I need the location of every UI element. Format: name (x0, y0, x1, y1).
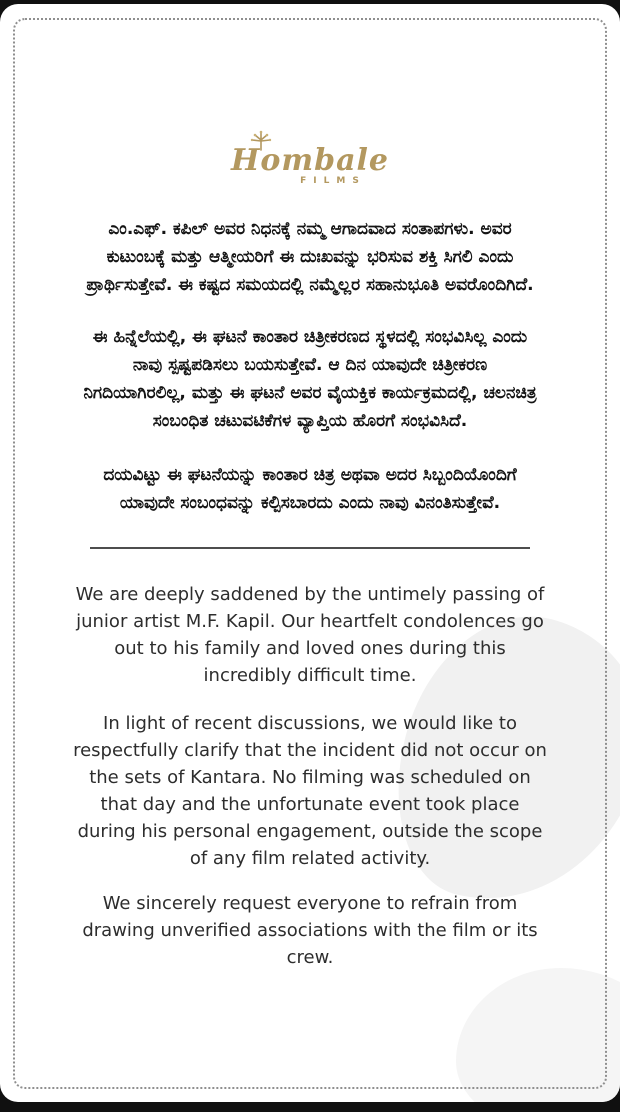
kannada-paragraph-clarification: ಈ ಹಿನ್ನೆಲೆಯಲ್ಲಿ, ಈ ಘಟನೆ ಕಾಂತಾರ ಚಿತ್ರೀಕರಣದ ಸ್ಥಳದಲ್ಲಿ ಸಂಭವಿಸಿಲ್ಲ ಎಂದು ನಾವು ಸ್ಪಷ್ಟಪಡಿಸಲು ಬಯಸುತ್ತೇವೆ. ಆ ದಿನ ಯಾವುದೇ ಚಿತ್ರೀಕರಣ ನಿಗದಿಯಾಗಿರಲಿಲ್ಲ, ಮತ್ತು ಈ ಘಟನೆ ಅವರ ವೈಯಕ್ತಿಕ ಕಾರ್ಯಕ್ರಮದಲ್ಲಿ, ಚಲನಚಿತ್ರ ಸಂಬಂಧಿತ ಚಟುವಟಿಕೆಗಳ ವ್ಯಾಪ್ತಿಯ ಹೊರಗೆ ಸಂಭವಿಸಿದೆ. (83, 327, 537, 431)
logo-subtitle-text: FILMS (300, 176, 366, 186)
english-paragraph-clarification: In light of recent discussions, we would like to respectfully clarify that the incident did not occur on the sets of Kantara. No filming was scheduled on that day and the unfortunate event took place during his personal engagement, outside the scope of any film related activity. (73, 713, 547, 869)
logo-brand-text: Hombale (231, 143, 389, 178)
kannada-paragraph-condolence: ಎಂ.ಎಫ್. ಕಪಿಲ್ ಅವರ ನಿಧನಕ್ಕೆ ನಮ್ಮ ಆಗಾದವಾದ ಸಂತಾಪಗಳು. ಅವರ ಕುಟುಂಬಕ್ಕೆ ಮತ್ತು ಆತ್ಮೀಯರಿಗೆ ಈ ದುಃಖವನ್ನು ಭರಿಸುವ ಶಕ್ತಿ ಸಿಗಲಿ ಎಂದು ಪ್ರಾರ್ಥಿಸುತ್ತೇವೆ. ಈ ಕಷ್ಟದ ಸಮಯದಲ್ಲಿ ನಮ್ಮೆಲ್ಲರ ಸಹಾನುಭೂತಿ ಅವರೊಂದಿಗಿದೆ. (86, 219, 534, 295)
statement-content (0, 4, 620, 1102)
statement-card (0, 4, 620, 1102)
english-paragraph-request: We sincerely request everyone to refrain from drawing unverified associations with the film or its crew. (82, 893, 538, 968)
kannada-paragraph-request: ದಯವಿಟ್ಟು ಈ ಘಟನೆಯನ್ನು ಕಾಂತಾರ ಚಿತ್ರ ಅಥವಾ ಅದರ ಸಿಬ್ಬಂದಿಯೊಂದಿಗೆ ಯಾವುದೇ ಸಂಬಂಧವನ್ನು ಕಲ್ಪಿಸಬಾರದು ಎಂದು ನಾವು ವಿನಂತಿಸುತ್ತೇವೆ. (103, 465, 517, 513)
sprout-seed-icon (248, 130, 274, 154)
hombale-films-logo (231, 143, 389, 186)
english-paragraph-condolence: We are deeply saddened by the untimely passing of junior artist M.F. Kapil. Our heartfelt condolences go out to his family and loved ones during this incredibly difficult time. (75, 584, 545, 686)
section-divider (90, 547, 530, 549)
